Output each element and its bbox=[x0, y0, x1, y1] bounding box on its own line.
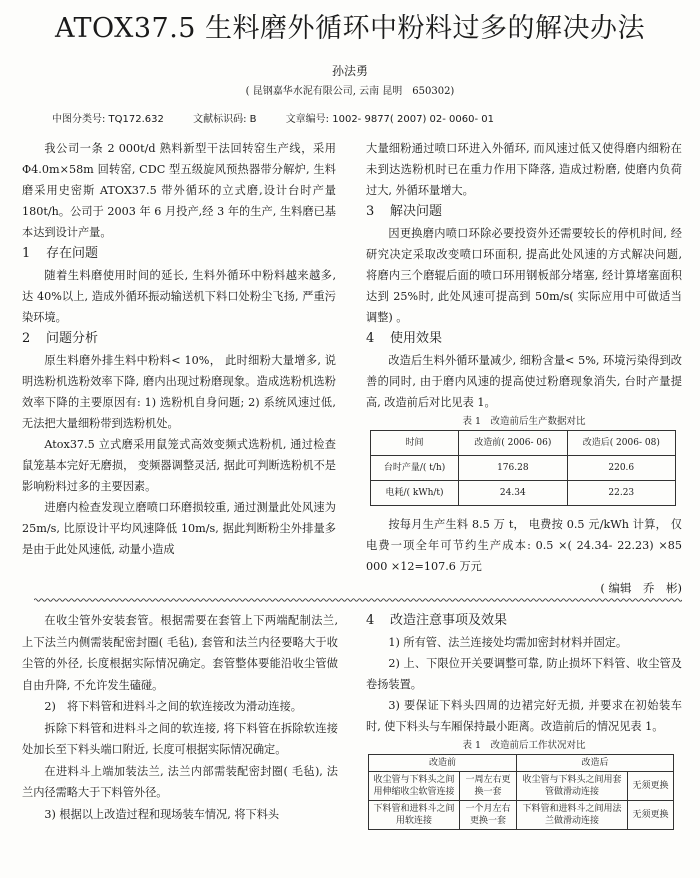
table-cell: 24.34 bbox=[459, 481, 567, 506]
analysis-paragraph: Atox37.5 立式磨采用鼠笼式高效变频式选粉机, 通过检查鼠笼基本完好无磨损， 变频器调整灵活, 据此可判断选粉机不是影响粉料过多的主要因素。 bbox=[22, 438, 336, 493]
table-row bbox=[371, 456, 676, 481]
table-row bbox=[369, 772, 674, 801]
article-number: 文章编号: 1002- 9877( 2007) 02- 0060- 01 bbox=[285, 114, 495, 125]
problem-paragraph: 随着生料磨使用时间的延长, 生料外循环中粉料越来越多, 达 40%以上, 造成外循环振动输送机下料口处粉尘飞扬, 严重污染环境。 bbox=[22, 269, 336, 324]
table-cell: 电耗/( kWh/t) bbox=[371, 481, 459, 506]
section-heading-1 bbox=[22, 243, 336, 265]
section-title: 使用效果 bbox=[390, 331, 443, 346]
section-number: 4 bbox=[366, 331, 375, 346]
section-title: 改造注意事项及效果 bbox=[390, 613, 508, 628]
table-cell: 176.28 bbox=[459, 456, 567, 481]
section-heading-2 bbox=[22, 328, 336, 350]
table-header-cell: 改造后 bbox=[517, 755, 674, 772]
section-heading-4 bbox=[366, 328, 682, 350]
upper-right-column bbox=[366, 138, 682, 599]
table-cell: 收尘管与下料头之间用套管做滑动连接 bbox=[517, 772, 628, 801]
analysis-paragraph: 原生料磨外排生料中粉料< 10%， 此时细粉大量增多, 说明选粉机选粉效率下降, 磨内出现过粉磨现象。造成选粉机选粉效率下降的主要原因有: 1) 选粉机自身问题; 2) 系统风速过低, 无法把大量细粉带到选粉机处。 bbox=[22, 354, 336, 430]
table-caption: 表 1 改造前后生产数据对比 bbox=[462, 416, 586, 427]
note-paragraph: 1) 所有管、法兰连接处均需加密封材料并固定。 bbox=[388, 636, 628, 649]
section-number: 1 bbox=[22, 246, 31, 261]
clc-number: 中图分类号: TQ172.632 bbox=[52, 114, 164, 125]
step-detail-paragraph: 在进料斗上端加装法兰, 法兰内部需装配密封圈( 毛毡), 法兰内径需略大于下料管外径。 bbox=[22, 764, 338, 799]
table-cell: 220.6 bbox=[567, 456, 675, 481]
table-cell: 台时产量/( t/h) bbox=[371, 456, 459, 481]
table-header-row bbox=[369, 755, 674, 772]
classification-row bbox=[52, 110, 520, 125]
sleeve-paragraph: 在收尘管外安装套管。根据需要在套管上下两端配制法兰, 上下法兰内侧需装配密封圈( 毛毡), 套管和法兰内径要略大于收尘管的外径, 长度根据实际情况确定。套管整体要能沿收尘管做自由升降, 不允许发生磕碰。 bbox=[22, 614, 338, 692]
table-row bbox=[371, 481, 676, 506]
step-detail-paragraph: 拆除下料管和进料斗之间的软连接, 将下料管在拆除软连接处加长至下料头端口附近, 长度可根据实际情况确定。 bbox=[22, 721, 338, 756]
document-code: 文献标识码: B bbox=[193, 114, 257, 125]
intro-paragraph: 我公司一条 2 000t/d 熟料新型干法回转窑生产线，采用 Φ4.0m×58m 回转窑, CDC 型五级旋风预热器带分解炉, 生料磨采用史密斯 ATOX37.5 带外循环的立式磨,设计台时产量 180t/h。公司于 2003 年 6 月投产,经 3 年的生产, 生料磨已基本达到设计产量。 bbox=[22, 142, 336, 239]
table-header-cell: 改造前 bbox=[369, 755, 517, 772]
table-header-cell: 改造前( 2006- 06) bbox=[459, 431, 567, 456]
section-title: 问题分析 bbox=[46, 331, 99, 346]
table-header-cell: 改造后( 2006- 08) bbox=[567, 431, 675, 456]
production-data-table bbox=[370, 430, 676, 506]
lower-right-clip bbox=[366, 610, 682, 878]
step-paragraph: 2) 将下料管和进料斗之间的软连接改为滑动连接。 bbox=[44, 700, 302, 713]
savings-paragraph: 按每月生产生料 8.5 万 t， 电费按 0.5 元/kWh 计算， 仅电费一项全年可节约生产成本: 0.5 ×( 24.34- 22.23) ×85 000 ×12=107.6 万元 bbox=[366, 518, 682, 573]
table-cell: 无须更换 bbox=[628, 801, 674, 830]
continued-paragraph: 大量细粉通过喷口环进入外循环, 而风速过低又使得磨内细粉在未到达选粉机时已在重力作用下降落, 造成过粉磨, 使磨内负荷过大, 外循环量增大。 bbox=[366, 142, 682, 197]
table-cell: 一周左右更换一套 bbox=[460, 772, 517, 801]
author-name: 孙法勇 bbox=[331, 64, 368, 78]
solution-paragraph: 因更换磨内喷口环除必要投资外还需要较长的停机时间, 经研究决定采取改变喷口环面积, 提高此处风速的方式解决问题, 将磨内三个磨辊后面的喷口环用钢板部分堵塞, 经计算堵塞面积达到 25%时, 此处风速可提高到 50m/s( 实际应用中可做适当调整) 。 bbox=[366, 227, 682, 324]
table-cell: 22.23 bbox=[567, 481, 675, 506]
editor-credit: ( 编辑 乔 彬) bbox=[600, 581, 682, 595]
step-paragraph: 3) 根据以上改造过程和现场装车情况, 将下料头 bbox=[44, 807, 280, 821]
table-cell: 无须更换 bbox=[628, 772, 674, 801]
work-status-table bbox=[368, 754, 674, 830]
wavy-separator bbox=[34, 597, 682, 603]
table-cell: 下料管和进料斗之间用软连接 bbox=[369, 801, 460, 830]
table-row bbox=[369, 801, 674, 830]
lower-left-clip bbox=[22, 610, 338, 878]
analysis-paragraph: 进磨内检查发现立磨喷口环磨损较重, 通过测量此处风速为 25m/s, 比原设计平均风速降低 10m/s, 据此判断粉尘外排量多是由于此处风速低, 动量小造成 bbox=[22, 501, 336, 556]
note-paragraph: 3) 要保证下料头四周的边裙完好无损, 并要求在初始装车时, 使下料头与车厢保持最小距离。改造前后的情况见表 1。 bbox=[366, 699, 682, 733]
table-cell: 收尘管与下料头之间用伸缩收尘软管连接 bbox=[369, 772, 460, 801]
note-paragraph: 2) 上、下限位开关要调整可靠, 防止损坏下料管、收尘管及卷扬装置。 bbox=[366, 657, 682, 691]
section-title: 解决问题 bbox=[390, 204, 443, 219]
section-number: 3 bbox=[366, 204, 375, 219]
table-cell: 一个月左右更换一套 bbox=[460, 801, 517, 830]
lower-left-column bbox=[22, 610, 338, 825]
table-header-row bbox=[371, 431, 676, 456]
section-number: 2 bbox=[22, 331, 31, 346]
upper-left-column bbox=[22, 138, 336, 560]
section-number: 4 bbox=[366, 613, 375, 628]
table-caption: 表 1 改造前后工作状况对比 bbox=[462, 740, 586, 751]
section-heading-notes bbox=[366, 610, 682, 632]
table-header-cell: 时间 bbox=[371, 431, 459, 456]
section-heading-3 bbox=[366, 201, 682, 223]
author-affiliation: ( 昆钢嘉华水泥有限公司, 云南 昆明 650302) bbox=[245, 86, 455, 97]
lower-right-column bbox=[366, 610, 682, 830]
section-title: 存在问题 bbox=[46, 246, 99, 261]
table-cell: 下料管和进料斗之间用法兰做滑动连接 bbox=[517, 801, 628, 830]
article-title: ATOX37.5 生料磨外循环中粉料过多的解决办法 bbox=[54, 13, 646, 44]
results-paragraph: 改造后生料外循环量减少, 细粉含量< 5%, 环境污染得到改善的同时, 由于磨内风速的提高使过粉磨现象消失, 台时产量提高, 改造前后对比见表 1。 bbox=[366, 354, 682, 409]
